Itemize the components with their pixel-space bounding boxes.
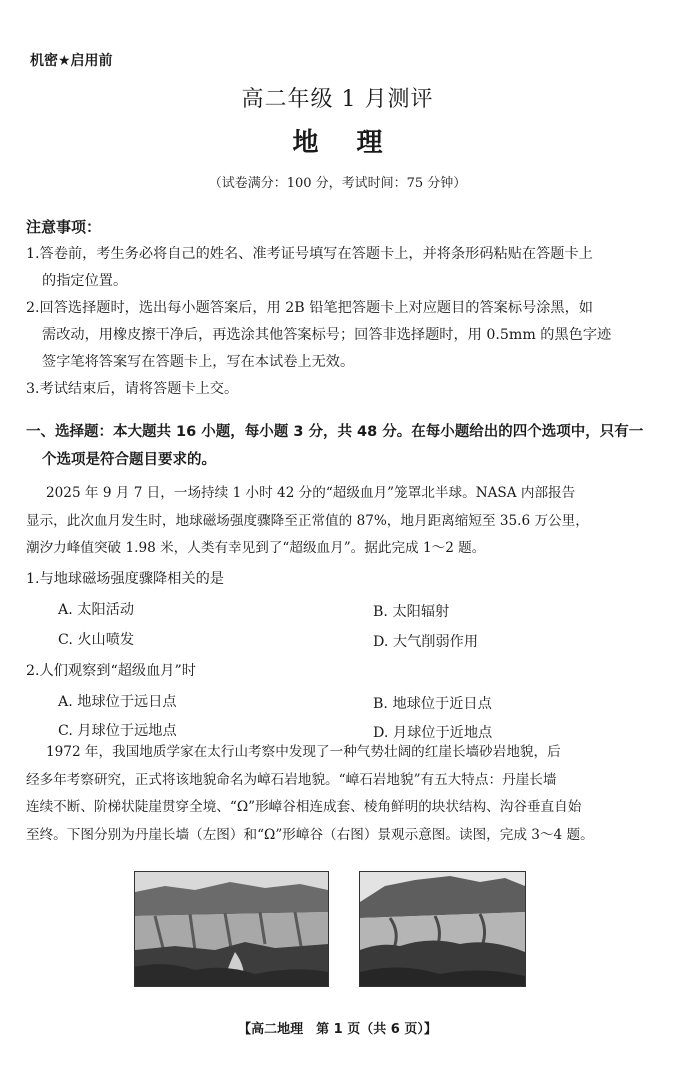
- question-1-option-c: C. 火山喷发: [58, 632, 135, 648]
- page-footer: 【高二地理 第 1 页（共 6 页）】: [238, 1022, 437, 1037]
- question-2-option-d: D. 月球位于近地点: [373, 725, 493, 741]
- question-2-option-c: C. 月球位于远地点: [58, 723, 177, 739]
- notice-list: [26, 241, 648, 403]
- section-1-line-2: 个选项是符合题目要求的。: [42, 452, 216, 468]
- passage-2: [26, 739, 648, 849]
- cliff-wall-image: [135, 872, 328, 986]
- omega-gorge-image: [360, 872, 525, 986]
- question-1-option-d: D. 大气削弱作用: [373, 634, 479, 650]
- notice-item-1-line-1: 1.答卷前，考生务必将自己的姓名、准考证号填写在答题卡上，并将条形码粘贴在答题卡上: [26, 246, 593, 262]
- notice-item-1-line-2: 的指定位置。: [42, 273, 128, 289]
- notice-heading: 注意事项：: [26, 218, 102, 236]
- passage-2-line-4: 至终。下图分别为丹崖长墙（左图）和“Ω”形嶂谷（右图）景观示意图。读图，完成 3～4 题。: [26, 826, 594, 843]
- exam-meta: （试卷满分：100 分，考试时间：75 分钟）: [208, 176, 467, 191]
- question-2-stem: 2.人们观察到“超级血月”时: [26, 663, 196, 679]
- exam-title: 高二年级 1 月测评: [241, 87, 434, 112]
- passage-1: [26, 480, 648, 563]
- section-1-line-1: 一、选择题：本大题共 16 小题，每小题 3 分，共 48 分。在每小题给出的四个选项中，只有一: [26, 424, 644, 440]
- passage-2-line-3: 连续不断、阶梯状陡崖贯穿全境、“Ω”形嶂谷相连成套、棱角鲜明的块状结构、沟谷垂直自始: [26, 799, 582, 815]
- notice-item-3: 3.考试结束后，请将答题卡上交。: [26, 381, 239, 397]
- confidential-label: 机密★启用前: [30, 53, 113, 69]
- question-1-stem: 1.与地球磁场强度骤降相关的是: [26, 571, 224, 587]
- question-2-option-b: B. 地球位于近日点: [373, 696, 492, 712]
- subject-title: 地理: [292, 128, 421, 158]
- notice-item-2-line-1: 2.回答选择题时，选出每小题答案后，用 2B 铅笔把答题卡上对应题目的答案标号涂黑，如: [26, 300, 593, 316]
- passage-1-line-1: 2025 年 9 月 7 日，一场持续 1 小时 42 分的“超级血月”笼罩北半球。NASA 内部报告: [46, 485, 576, 501]
- omega-gorge-photo: [359, 871, 526, 987]
- section-1-heading: [26, 418, 648, 474]
- notice-item-2-line-2: 需改动，用橡皮擦干净后，再选涂其他答案标号；回答非选择题时，用 0.5mm 的黑色字迹: [42, 327, 612, 343]
- cliff-wall-photo: [134, 871, 329, 987]
- question-2-option-a: A. 地球位于远日点: [58, 694, 177, 710]
- passage-2-line-2: 经多年考察研究，正式将该地貌命名为嶂石岩地貌。“嶂石岩地貌”有五大特点：丹崖长墙: [26, 771, 557, 788]
- question-1-option-a: A. 太阳活动: [58, 602, 135, 618]
- notice-item-2-line-3: 签字笔将答案写在答题卡上，写在本试卷上无效。: [42, 354, 355, 370]
- passage-1-line-3: 潮汐力峰值突破 1.98 米，人类有幸见到了“超级血月”。据此完成 1～2 题。: [26, 540, 486, 556]
- passage-2-line-1: 1972 年，我国地质学家在太行山考察中发现了一种气势壮阔的红崖长墙砂岩地貌，后: [46, 744, 561, 760]
- question-1-option-b: B. 太阳辐射: [373, 604, 450, 620]
- passage-1-line-2: 显示，此次血月发生时，地球磁场强度骤降至正常值的 87%，地月距离缩短至 35.6 万公里，: [26, 512, 589, 529]
